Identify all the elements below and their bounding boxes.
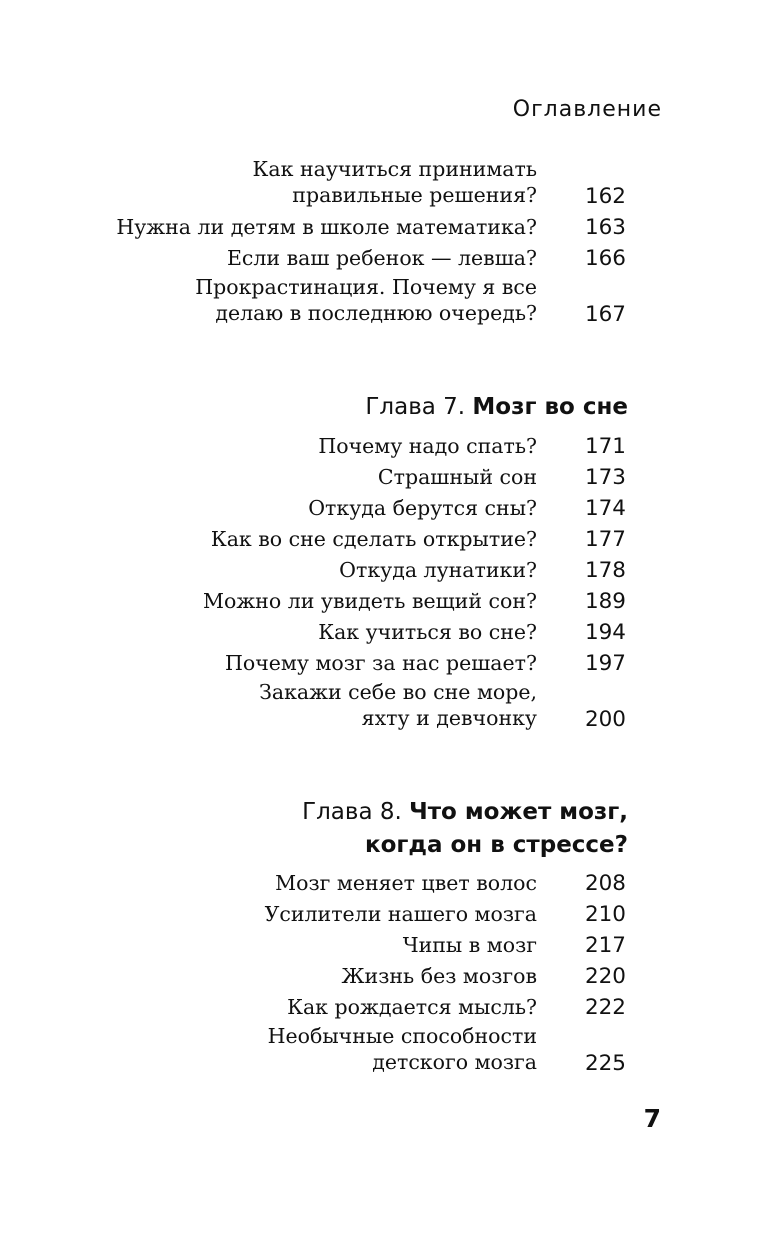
toc-entry-title: Страшный сон xyxy=(377,465,537,489)
toc-entry-title: Как рождается мысль? xyxy=(287,995,537,1019)
toc-entry-title: Почему мозг за нас решает? xyxy=(225,651,537,675)
toc-entry[interactable] xyxy=(0,930,768,961)
toc-entry-page: 197 xyxy=(584,651,626,676)
toc-entry[interactable] xyxy=(0,1023,768,1079)
toc-entry-page: 222 xyxy=(584,995,626,1020)
toc-entry-page: 177 xyxy=(584,527,626,552)
toc-entry-page: 174 xyxy=(584,496,626,521)
continued-entries xyxy=(0,156,768,330)
chapter-title: Мозг во сне xyxy=(472,394,628,420)
toc-entry-title: Необычные способности детского мозга xyxy=(267,1024,537,1074)
toc-entry-page: 220 xyxy=(584,964,626,989)
toc-entry-title: Откуда берутся сны? xyxy=(308,496,537,520)
toc-entry[interactable] xyxy=(0,899,768,930)
toc-entry-title: Почему надо спать? xyxy=(318,434,537,458)
toc-entry-page: 166 xyxy=(584,246,626,271)
toc-entry[interactable] xyxy=(0,212,768,243)
toc-entry[interactable] xyxy=(0,586,768,617)
toc-entry[interactable] xyxy=(0,617,768,648)
toc-entry[interactable] xyxy=(0,679,768,735)
chapter-7-entries xyxy=(0,431,768,735)
toc-entry[interactable] xyxy=(0,524,768,555)
toc-entry-page: 167 xyxy=(584,302,626,327)
running-head: Оглавление xyxy=(512,97,662,122)
toc-entry-title: Как учиться во сне? xyxy=(318,620,537,644)
toc-entry-title: Жизнь без мозгов xyxy=(341,964,537,988)
chapter-title-line-1: Что может мозг, xyxy=(409,799,628,825)
toc-entry-page: 163 xyxy=(584,215,626,240)
chapter-label: Глава 7. xyxy=(365,394,466,420)
toc-entry-page: 225 xyxy=(584,1051,626,1076)
toc-entry-page: 194 xyxy=(584,620,626,645)
toc-entry[interactable] xyxy=(0,243,768,274)
toc-entry-title: Нужна ли детям в школе математика? xyxy=(116,215,537,239)
toc-entry-page: 171 xyxy=(584,434,626,459)
toc-entry-title: Мозг меняет цвет волос xyxy=(275,871,537,895)
toc-entry[interactable] xyxy=(0,555,768,586)
toc-entry[interactable] xyxy=(0,961,768,992)
toc-entry-title: Откуда лунатики? xyxy=(339,558,537,582)
toc-entry-title: Усилители нашего мозга xyxy=(264,902,537,926)
page-number: 7 xyxy=(643,1104,661,1133)
toc-entry[interactable] xyxy=(0,992,768,1023)
toc-entry-page: 200 xyxy=(584,707,626,732)
chapter-heading[interactable] xyxy=(0,796,768,862)
chapter-label: Глава 8. xyxy=(302,799,402,825)
toc-entry-title: Чипы в мозг xyxy=(402,933,537,957)
chapter-heading[interactable] xyxy=(0,391,768,424)
chapter-8-section xyxy=(0,796,768,862)
toc-entry[interactable] xyxy=(0,431,768,462)
toc-entry-page: 173 xyxy=(584,465,626,490)
toc-entry-title: Можно ли увидеть вещий сон? xyxy=(202,589,537,613)
toc-entry-title: Прокрастинация. Почему я все делаю в последнюю очередь? xyxy=(195,275,537,325)
toc-entry-page: 178 xyxy=(584,558,626,583)
toc-entry[interactable] xyxy=(0,156,768,212)
toc-entry[interactable] xyxy=(0,868,768,899)
toc-entry[interactable] xyxy=(0,462,768,493)
toc-entry-title: Если ваш ребенок — левша? xyxy=(226,246,537,270)
toc-entry[interactable] xyxy=(0,493,768,524)
toc-entry-page: 162 xyxy=(584,184,626,209)
chapter-8-entries xyxy=(0,868,768,1079)
toc-entry-page: 208 xyxy=(584,871,626,896)
toc-entry-title: Закажи себе во сне море, яхту и девчонку xyxy=(259,680,537,730)
chapter-heading-line-2 xyxy=(0,829,628,862)
chapter-title-line-2: когда он в стрессе? xyxy=(364,832,628,858)
toc-entry-page: 189 xyxy=(584,589,626,614)
chapter-7-section xyxy=(0,391,768,424)
toc-entry-title: Как научиться принимать правильные решения? xyxy=(252,157,537,207)
toc-entry[interactable] xyxy=(0,274,768,330)
toc-entry-title: Как во сне сделать открытие? xyxy=(210,527,537,551)
toc-entry[interactable] xyxy=(0,648,768,679)
chapter-heading-line-1 xyxy=(0,796,628,829)
toc-entry-page: 217 xyxy=(584,933,626,958)
toc-entry-page: 210 xyxy=(584,902,626,927)
